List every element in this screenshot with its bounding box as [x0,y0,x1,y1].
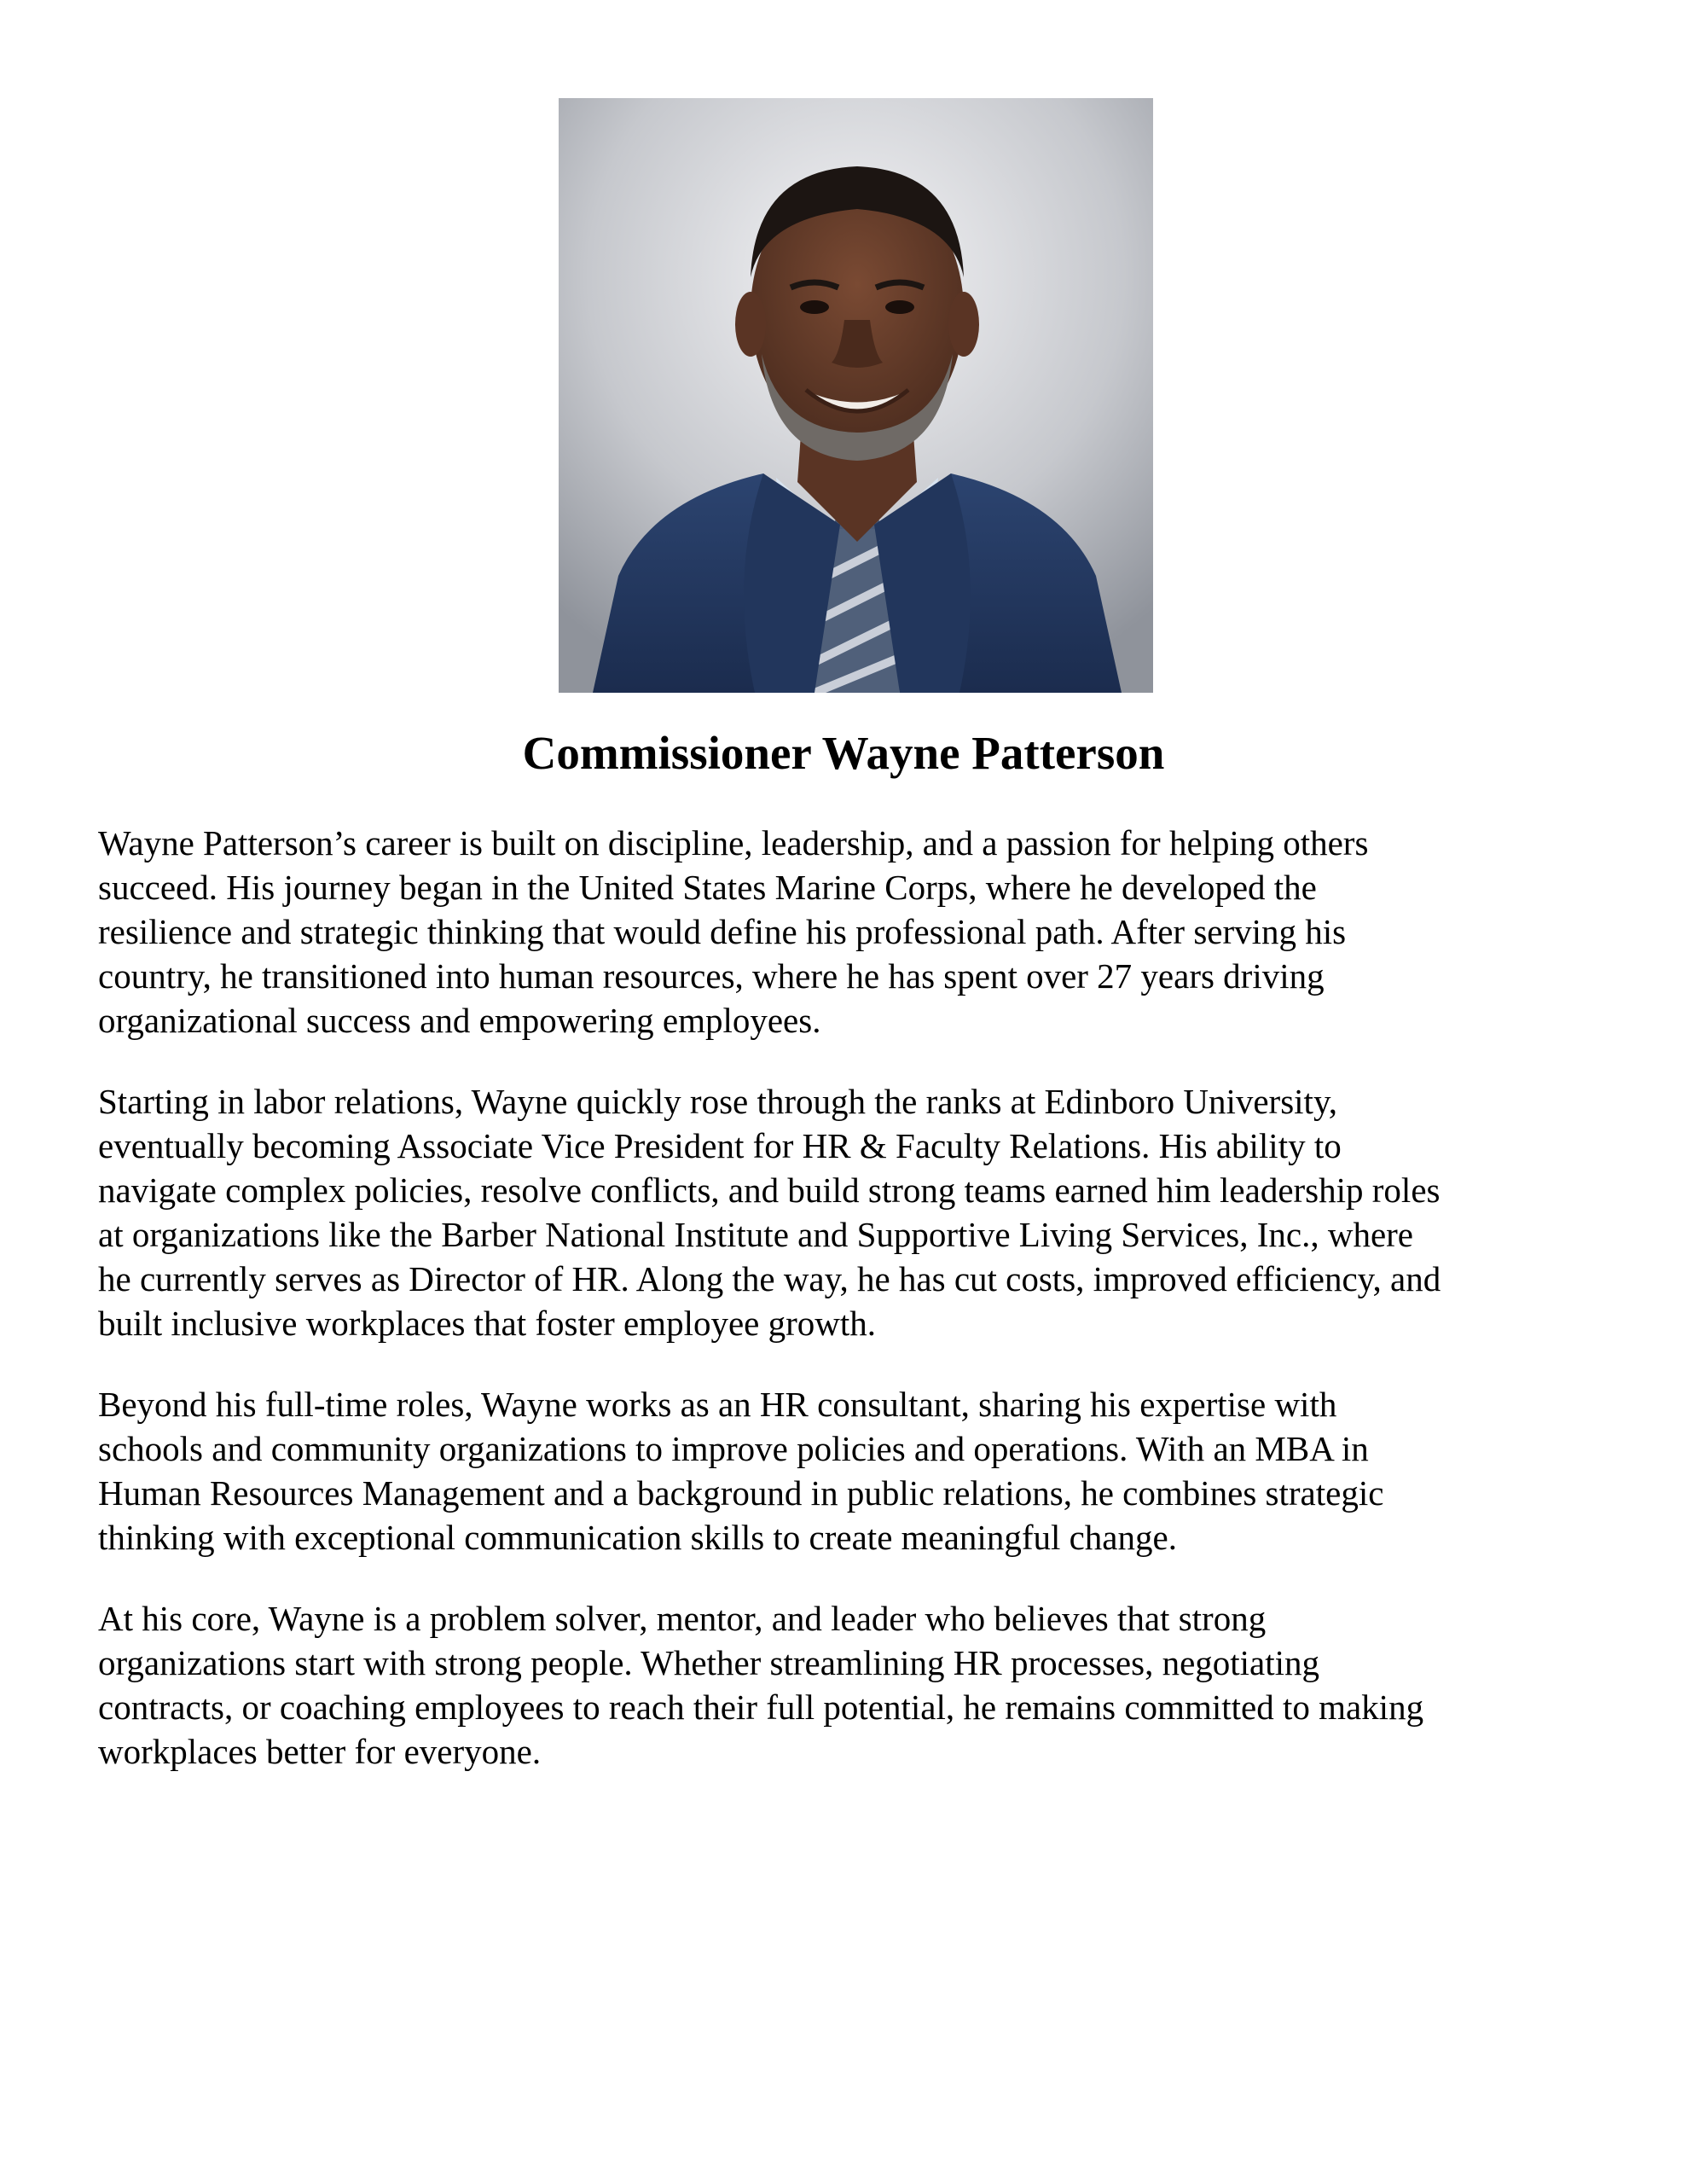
bio-line: Starting in labor relations, Wayne quickly rose through the ranks at Edinboro University, [98,1082,1338,1121]
bio-line: at organizations like the Barber National Institute and Supportive Living Services, Inc., where [98,1215,1414,1254]
bio-paragraph-career [98,821,1582,1043]
bio-line: Human Resources Management and a background in public relations, he combines strategic [98,1473,1384,1513]
bio-line: workplaces better for everyone. [98,1732,542,1771]
bio-line: country, he transitioned into human resources, where he has spent over 27 years driving [98,956,1325,996]
bio-line: thinking with exceptional communication skills to create meaningful change. [98,1518,1177,1557]
bio-line: he currently serves as Director of HR. Along the way, he has cut costs, improved efficiency, and [98,1259,1441,1298]
bio-paragraph-labor-relations [98,1079,1582,1345]
bio-line: resilience and strategic thinking that would define his professional path. After serving his [98,912,1347,951]
bio-paragraph-core [98,1596,1582,1774]
bio-line: Beyond his full-time roles, Wayne works as an HR consultant, sharing his expertise with [98,1385,1337,1424]
bio-line: Wayne Patterson’s career is built on discipline, leadership, and a passion for helping others [98,823,1369,863]
bio-line: eventually becoming Associate Vice President for HR & Faculty Relations. His ability to [98,1126,1342,1165]
portrait-illustration [559,98,1153,693]
bio-paragraph-consulting [98,1382,1582,1560]
bio-line: At his core, Wayne is a problem solver, mentor, and leader who believes that strong [98,1599,1267,1638]
biography [98,821,1582,1810]
bio-line: navigate complex policies, resolve conflicts, and build strong teams earned him leadership roles [98,1170,1441,1210]
bio-line: schools and community organizations to improve policies and operations. With an MBA in [98,1429,1369,1468]
bio-line: organizations start with strong people. Whether streamlining HR processes, negotiating [98,1643,1320,1682]
page-title: Commissioner Wayne Patterson [522,727,1165,779]
bio-line: organizational success and empowering employees. [98,1001,821,1040]
portrait-photo [559,98,1153,693]
bio-line: succeed. His journey began in the United States Marine Corps, where he developed the [98,868,1317,907]
bio-line: built inclusive workplaces that foster employee growth. [98,1304,877,1343]
bio-line: contracts, or coaching employees to reach their full potential, he remains committed to making [98,1687,1424,1727]
